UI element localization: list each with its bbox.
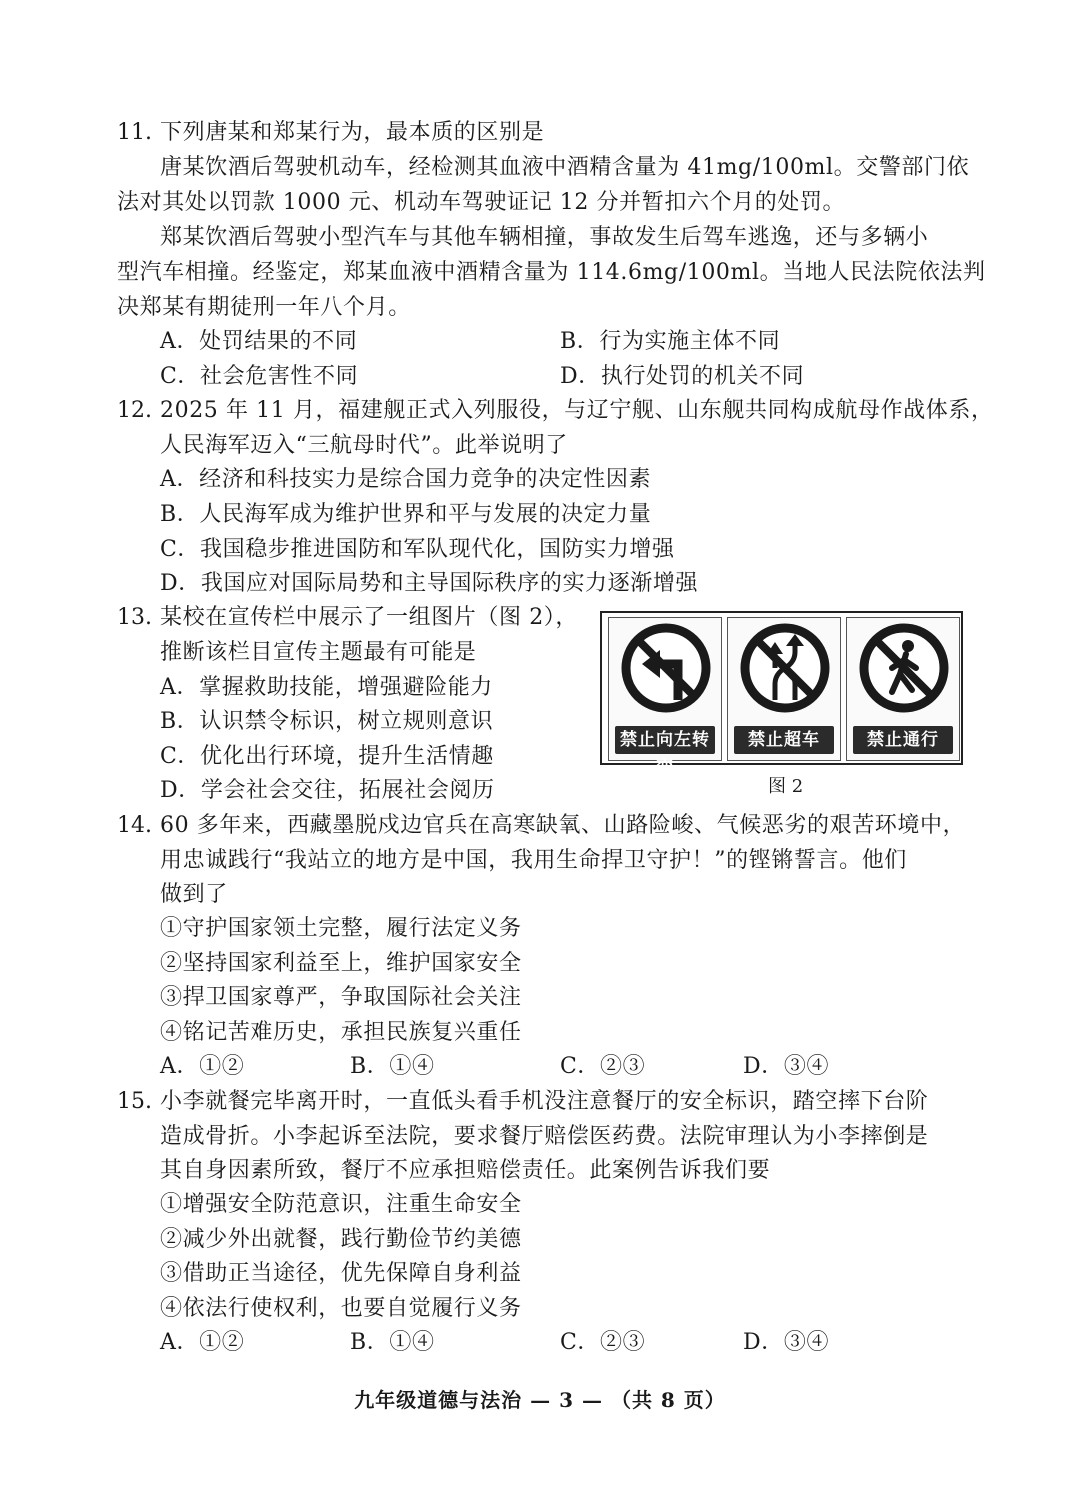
q11-paragraph1-line2: 法对其处以罚款 1000 元、机动车驾驶证记 12 分并暂扣六个月的处罚。 <box>117 190 846 215</box>
q13-option-b: B．认识禁令标识，树立规则意识 <box>160 709 494 734</box>
q15-item-2: ②减少外出就餐，践行勤俭节约美德 <box>160 1227 522 1252</box>
figure-caption: 图 2 <box>768 776 804 797</box>
no-left-turn-icon <box>620 622 712 714</box>
q14-stem-line1: 60 多年来，西藏墨脱戍边官兵在高寒缺氧、山路险峻、气候恶劣的艰苦环境中， <box>160 813 966 838</box>
q13-stem-line2: 推断该栏目宣传主题最有可能是 <box>160 640 477 665</box>
q14-number: 14. <box>117 813 152 838</box>
q13-number: 13. <box>117 605 152 630</box>
q11-option-d: D．执行处罚的机关不同 <box>560 364 805 389</box>
sign-label-no-left-turn: 禁止向左转弯 <box>615 726 715 754</box>
q14-item-3: ③捍卫国家尊严，争取国际社会关注 <box>160 985 522 1010</box>
q11-paragraph2-line2: 型汽车相撞。经鉴定，郑某血液中酒精含量为 114.6mg/100ml。当地人民法院依法判 <box>117 260 986 285</box>
q15-option-b: B．①④ <box>350 1330 435 1355</box>
q12-stem-line2: 人民海军迈入“三航母时代”。此举说明了 <box>160 433 568 458</box>
no-overtaking-icon <box>739 622 831 714</box>
q13-option-d: D．学会社会交往，拓展社会阅历 <box>160 778 495 803</box>
q14-item-2: ②坚持国家利益至上，维护国家安全 <box>160 951 522 976</box>
traffic-signs-figure <box>600 611 963 778</box>
no-pedestrians-icon <box>858 622 950 714</box>
q11-number: 11. <box>117 120 152 145</box>
sign-label-no-pedestrians: 禁止通行 <box>853 726 953 754</box>
q13-option-c: C．优化出行环境，提升生活情趣 <box>160 744 494 769</box>
q15-item-3: ③借助正当途径，优先保障自身利益 <box>160 1261 522 1286</box>
q15-stem-line1: 小李就餐完毕离开时，一直低头看手机没注意餐厅的安全标识，踏空摔下台阶 <box>160 1089 929 1114</box>
q12-option-c: C．我国稳步推进国防和军队现代化，国防实力增强 <box>160 537 675 562</box>
q15-option-a: A．①② <box>160 1330 245 1355</box>
q11-paragraph1-line1: 唐某饮酒后驾驶机动车，经检测其血液中酒精含量为 41mg/100ml。交警部门依 <box>160 155 970 180</box>
q15-option-c: C．②③ <box>560 1330 646 1355</box>
q12-option-b: B．人民海军成为维护世界和平与发展的决定力量 <box>160 502 652 527</box>
q11-stem: 下列唐某和郑某行为，最本质的区别是 <box>160 120 545 145</box>
q13-stem-line1: 某校在宣传栏中展示了一组图片（图 2）， <box>160 605 578 630</box>
q15-item-1: ①增强安全防范意识，注重生命安全 <box>160 1192 522 1217</box>
q14-option-c: C．②③ <box>560 1054 646 1079</box>
q15-stem-line2: 造成骨折。小李起诉至法院，要求餐厅赔偿医药费。法院审理认为小李摔倒是 <box>160 1124 929 1149</box>
q14-item-1: ①守护国家领土完整，履行法定义务 <box>160 916 522 941</box>
q12-stem-line1: 2025 年 11 月，福建舰正式入列服役，与辽宁舰、山东舰共同构成航母作战体系， <box>160 398 994 423</box>
q12-option-d: D．我国应对国际局势和主导国际秩序的实力逐渐增强 <box>160 571 699 596</box>
q11-option-b: B．行为实施主体不同 <box>560 329 781 354</box>
q11-paragraph2-line3: 决郑某有期徒刑一年八个月。 <box>117 295 411 320</box>
sign-no-left-turn <box>608 617 722 778</box>
q14-stem-line3: 做到了 <box>160 882 228 907</box>
page-footer: 九年级道德与法治 — 3 — （共 8 页） <box>354 1388 726 1412</box>
q12-option-a: A．经济和科技实力是综合国力竞争的决定性因素 <box>160 467 652 492</box>
q14-option-a: A．①② <box>160 1054 245 1079</box>
q11-option-c: C．社会危害性不同 <box>160 364 359 389</box>
q14-item-4: ④铭记苦难历史，承担民族复兴重任 <box>160 1020 522 1045</box>
q11-option-a: A．处罚结果的不同 <box>160 329 358 354</box>
q15-stem-line3: 其自身因素所致，餐厅不应承担赔偿责任。此案例告诉我们要 <box>160 1158 771 1183</box>
q14-option-d: D．③④ <box>743 1054 830 1079</box>
q15-number: 15. <box>117 1089 152 1114</box>
sign-no-pedestrians <box>846 617 960 761</box>
q15-option-d: D．③④ <box>743 1330 830 1355</box>
q11-paragraph2-line1: 郑某饮酒后驾驶小型汽车与其他车辆相撞，事故发生后驾车逃逸，还与多辆小 <box>160 225 929 250</box>
sign-no-overtaking <box>727 617 841 761</box>
sign-label-no-overtaking: 禁止超车 <box>734 726 834 754</box>
q13-option-a: A．掌握救助技能，增强避险能力 <box>160 675 493 700</box>
q12-number: 12. <box>117 398 152 423</box>
q14-option-b: B．①④ <box>350 1054 435 1079</box>
q15-item-4: ④依法行使权利，也要自觉履行义务 <box>160 1296 522 1321</box>
q14-stem-line2: 用忠诚践行“我站立的地方是中国，我用生命捍卫守护！”的铿锵誓言。他们 <box>160 848 907 873</box>
